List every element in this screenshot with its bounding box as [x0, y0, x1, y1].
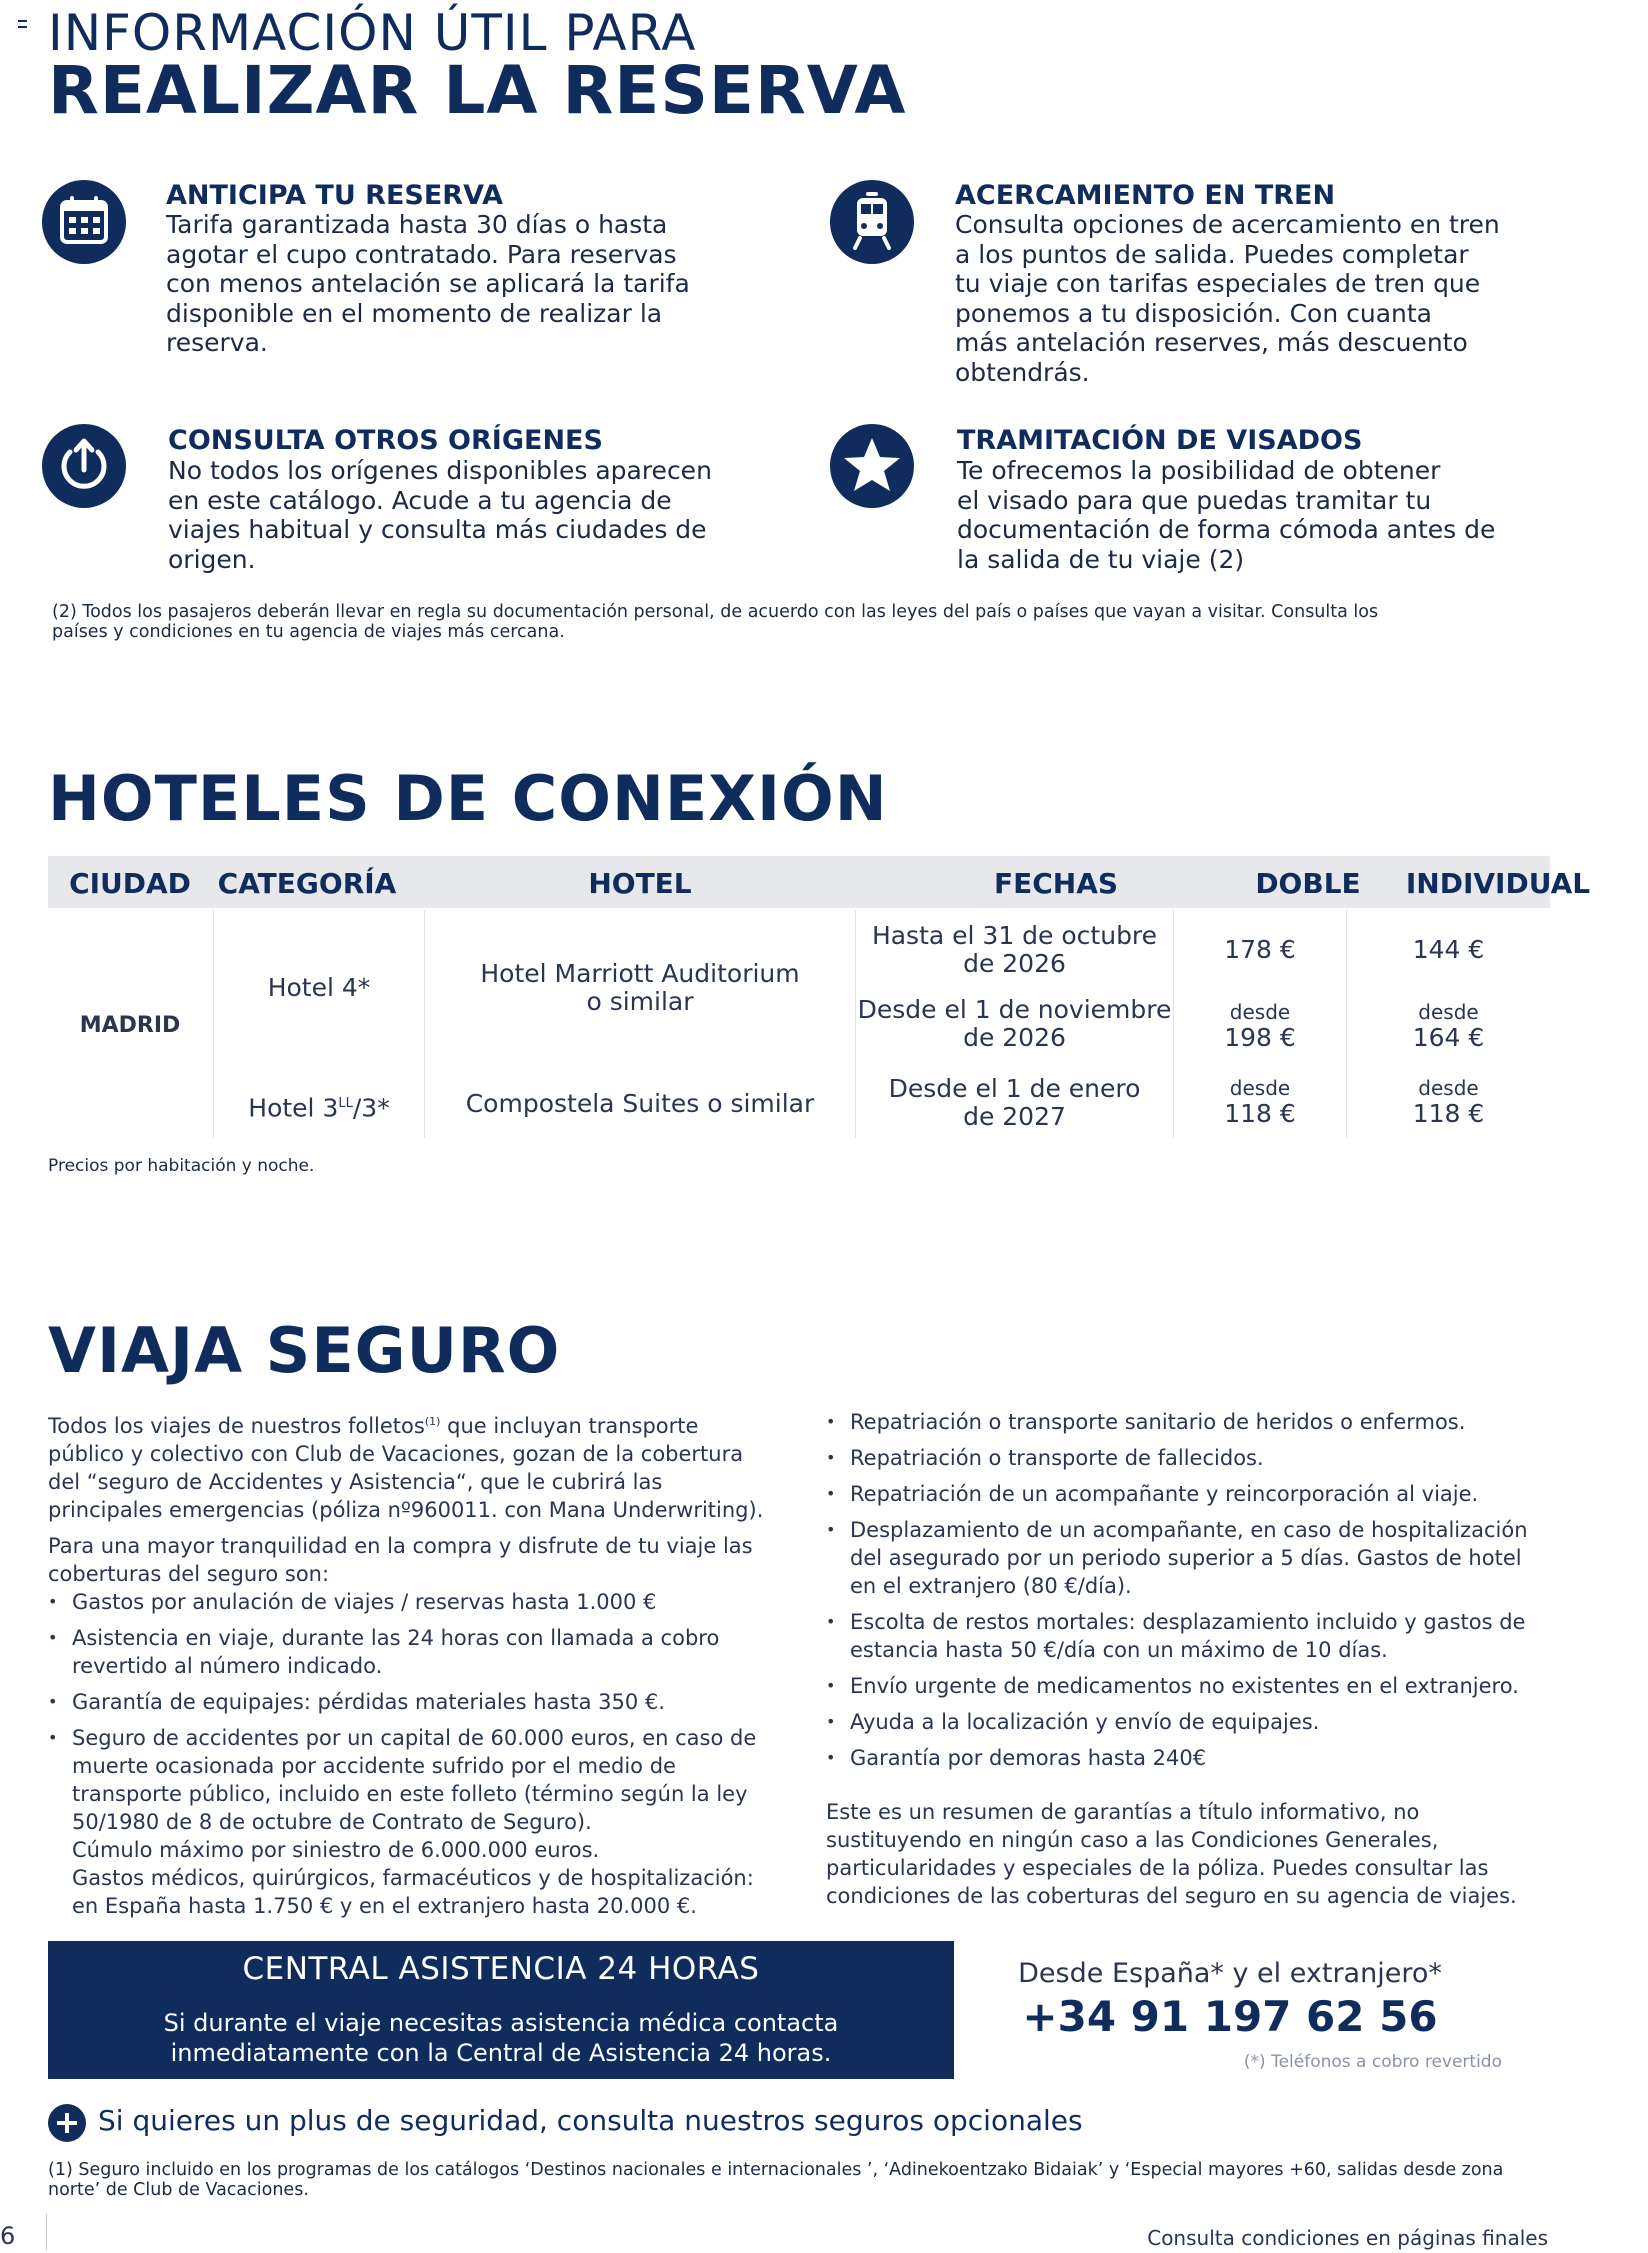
- hotels-table-header: [48, 856, 1591, 908]
- list-item: • Repatriación o transporte sanitario de heridos o enfermos.: [826, 1408, 1550, 1436]
- power-origin-icon: [42, 424, 126, 508]
- insurance-summary: Este es un resumen de garantías a título informativo, no sustituyendo en ningún caso a las Condiciones Generales, particularidades y especiales de la póliza. Puedes consultar las condiciones de las coberturas del seguro en su agencia de viajes.: [826, 1800, 1517, 1908]
- phone-note: (*) Teléfonos a cobro revertido: [1243, 2052, 1502, 2072]
- coverage-list-left: [48, 1588, 768, 1836]
- col-doble: DOBLE: [1255, 867, 1361, 900]
- price-single: desde 118 €: [1412, 1076, 1485, 1128]
- plus-icon: [48, 2104, 86, 2142]
- star-icon: [830, 424, 914, 508]
- price-double: desde 118 €: [1224, 1076, 1296, 1128]
- list-item: • Garantía por demoras hasta 240€: [826, 1744, 1550, 1772]
- corner-mark: [18, 20, 27, 28]
- train-icon: [830, 180, 914, 264]
- category-cell: Hotel $3^{LL}/3*$: [248, 1093, 390, 1123]
- list-extra: Gastos médicos, quirúrgicos, farmacéuticos y de hospitalización: en España hasta 1.750 € y en el extranjero hasta 20.000 €.: [72, 1866, 754, 1918]
- list-item: • Ayuda a la localización y envío de equipajes.: [826, 1708, 1550, 1736]
- page-title: REALIZAR LA RESERVA: [48, 52, 907, 129]
- list-item: • Desplazamiento de un acompañante, en caso de hospitalización del asegurado por un periodo superior a 5 días. Gastos de hotel en el extranjero (80 €/día).: [826, 1516, 1550, 1600]
- list-item: • Escolta de restos mortales: desplazamiento incluido y gastos de estancia hasta 50 €/día con un máximo de 10 días.: [826, 1608, 1550, 1664]
- dates-cell: Hasta el 31 de octubre de 2026: [871, 921, 1158, 978]
- prices-note: Precios por habitación y noche.: [48, 1156, 315, 1176]
- optional-insurance-text: Si quieres un plus de seguridad, consulta nuestros seguros opcionales: [98, 2104, 1083, 2137]
- footer-note: Consulta condiciones en páginas finales: [1147, 2226, 1548, 2250]
- hotel-cell: Hotel Marriott Auditorium o similar: [480, 959, 800, 1016]
- list-item: • Asistencia en viaje, durante las 24 horas con llamada a cobro revertido al número indicado.: [48, 1624, 768, 1680]
- insurance-title: VIAJA SEGURO: [48, 1314, 561, 1387]
- list-item: • Garantía de equipajes: pérdidas materiales hasta 350 €.: [48, 1688, 768, 1716]
- col-hotel: HOTEL: [588, 867, 692, 900]
- coverage-list-right: [826, 1408, 1550, 1772]
- assistance-title: CENTRAL ASISTENCIA 24 HORAS: [242, 1951, 760, 1987]
- hotels-title: HOTELES DE CONEXIÓN: [48, 762, 888, 835]
- price-single: desde 164 €: [1412, 1000, 1485, 1052]
- info-title-tren: ACERCAMIENTO EN TREN: [955, 180, 1336, 211]
- info-text-anticipa: Tarifa garantizada hasta 30 días o hasta agotar el cupo contratado. Para reservas con menos antelación se aplicará la tarifa disponible en el momento de realizar la reserva.: [166, 210, 690, 357]
- price-double: desde 198 €: [1224, 1000, 1296, 1052]
- hotel-cell: Compostela Suites o similar: [465, 1089, 815, 1118]
- category-cell: Hotel 4*: [267, 973, 371, 1002]
- dates-cell: Desde el 1 de noviembre de 2026: [857, 995, 1172, 1052]
- insurance-left-column: [48, 1408, 768, 1920]
- assistance-text: Si durante el viaje necesitas asistencia médica contacta inmediatamente con la Central de Asistencia 24 horas.: [163, 2009, 839, 2067]
- insurance-right-column: [826, 1408, 1550, 1910]
- dates-cell: Desde el 1 de enero de 2027: [888, 1074, 1141, 1131]
- info-text-visados: Te ofrecemos la posibilidad de obtener el visado para que puedas tramitar tu documentación de forma cómoda antes de la salida de tu viaje (2): [957, 456, 1496, 574]
- col-fechas: FECHAS: [993, 867, 1119, 900]
- info-title-visados: TRAMITACIÓN DE VISADOS: [957, 425, 1363, 456]
- price-single: 144 €: [1412, 935, 1485, 964]
- col-individual: INDIVIDUAL: [1405, 867, 1591, 900]
- page-number: 6: [0, 2222, 16, 2250]
- info-title-origenes: CONSULTA OTROS ORÍGENES: [168, 425, 603, 456]
- phone-number[interactable]: +34 91 197 62 56: [1022, 1992, 1438, 2041]
- price-double: 178 €: [1224, 935, 1296, 964]
- list-extra: Cúmulo máximo por siniestro de 6.000.000 euros.: [72, 1838, 600, 1862]
- col-ciudad: CIUDAD: [69, 867, 191, 900]
- coverage-intro: Para una mayor tranquilidad en la compra y disfrute de tu viaje las coberturas del seguro son:: [48, 1534, 753, 1586]
- insurance-footnote: (1) Seguro incluido en los programas de los catálogos ‘Destinos nacionales e internacionales ’, ‘Adinekoentzako Bidaiak’ y ‘Especial mayores +60, salidas desde zona norte’ de Club de Vacaciones.: [48, 2160, 1504, 2200]
- assistance-box: [48, 1941, 954, 2079]
- calendar-icon: [42, 180, 126, 264]
- info-title-anticipa: ANTICIPA TU RESERVA: [166, 180, 504, 211]
- list-item: • Repatriación de un acompañante y reincorporación al viaje.: [826, 1480, 1550, 1508]
- info-text-tren: Consulta opciones de acercamiento en tren a los puntos de salida. Puedes completar tu viaje con tarifas especiales de tren que ponemos a tu disposición. Con cuanta más antelación reserves, más descuento obtendrás.: [955, 210, 1500, 387]
- col-categoria: CATEGORÍA: [217, 867, 397, 900]
- phone-label: Desde España* y el extranjero*: [1018, 1958, 1442, 1989]
- footer-divider: [46, 2214, 47, 2250]
- list-item: • Repatriación o transporte de fallecidos.: [826, 1444, 1550, 1472]
- visa-footnote: (2) Todos los pasajeros deberán llevar en regla su documentación personal, de acuerdo con las leyes del país o países que vayan a visitar. Consulta los países y condiciones en tu agencia de viajes más cercana.: [52, 602, 1379, 642]
- info-text-origenes: No todos los orígenes disponibles aparecen en este catálogo. Acude a tu agencia de viajes habitual y consulta más ciudades de origen.: [168, 456, 712, 574]
- page-subtitle: INFORMACIÓN ÚTIL PARA: [48, 4, 697, 62]
- insurance-intro: Todos los viajes de nuestros folletos$^{(1)}$ que incluyan transporte público y colectivo con Club de Vacaciones, gozan de la cobertura del “seguro de Accidentes y Asistencia“, que le cubrirá las principales emergencias (póliza nº960011. con Mana Underwriting).: [48, 1414, 764, 1522]
- city-cell: MADRID: [79, 1013, 181, 1038]
- list-item: • Seguro de accidentes por un capital de 60.000 euros, en caso de muerte ocasionada por accidente sufrido por el medio de transporte público, incluido en este folleto (término según la ley 50/1980 de 8 de octubre de Contrato de Seguro).: [48, 1724, 768, 1836]
- list-item: • Envío urgente de medicamentos no existentes en el extranjero.: [826, 1672, 1550, 1700]
- list-item: • Gastos por anulación de viajes / reservas hasta 1.000 €: [48, 1588, 768, 1616]
